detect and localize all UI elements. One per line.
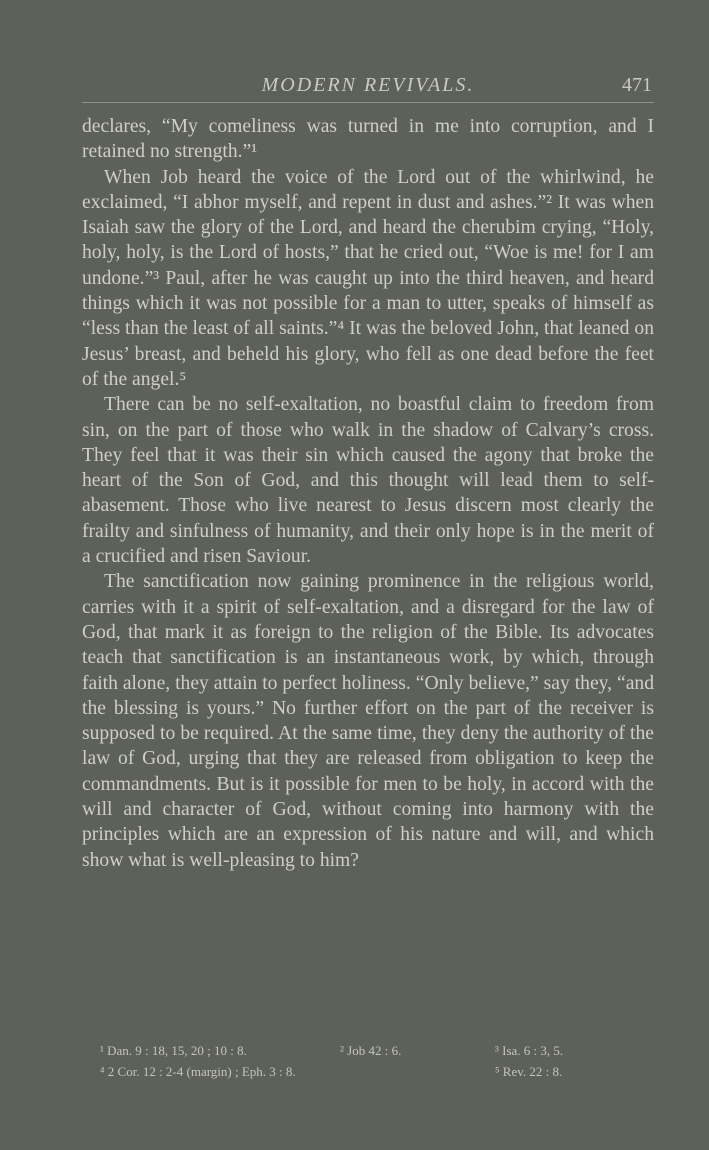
footnote-2: ² Job 42 : 6. [340,1043,402,1058]
page-number: 471 [622,74,652,96]
paragraph-4: The sanctification now gaining prominence in the religious world, carries with it a spirit of self-exaltation, and a disregard for the law of God, that mark it as foreign to the religion of the Bible. Its advocates teach that sanctification is an instantaneous work, by which, through faith alone, they attain to perfect holiness. “Only believe,” say they, “and the blessing is yours.” No further effort on the part of the receiver is supposed to be required. At the same time, they deny the authority of the law of God, urging that they are released from obligation to keep the commandments. But is it possible for men to be holy, in accord with the will and character of God, without coming into harmony with the principles which are an expression of his nature and will, and which show what is well-pleasing to him? [82,571,654,871]
footnote-5: ⁵ Rev. 22 : 8. [495,1064,563,1079]
paragraph-1: declares, “My comeliness was turned in me into corruption, and I retained no strength.”¹ [82,116,654,163]
footnote-4: ⁴ 2 Cor. 12 : 2-4 (margin) ; Eph. 3 : 8. [100,1064,296,1079]
footnote-row [100,1040,620,1061]
footnotes [100,1040,620,1082]
footnote-spacer [340,1061,495,1082]
footnote-row [100,1061,620,1082]
page-header [82,72,654,103]
footnote-3: ³ Isa. 6 : 3, 5. [495,1043,564,1058]
running-head: MODERN REVIVALS. [261,74,475,96]
footnote-1: ¹ Dan. 9 : 18, 15, 20 ; 10 : 8. [100,1043,247,1058]
paragraph-3: There can be no self-exaltation, no boastful claim to freedom from sin, on the part of those who walk in the shadow of Calvary’s cross. They feel that it was their sin which caused the agony that broke the heart of the Son of God, and this thought will lead them to self-abasement. Those who live nearest to Jesus discern most clearly the frailty and sinfulness of humanity, and their only hope is in the merit of a crucified and risen Saviour. [82,394,654,568]
body-text [82,114,654,873]
paragraph-2: When Job heard the voice of the Lord out of the whirlwind, he exclaimed, “I abhor myself, and repent in dust and ashes.”² It was when Isaiah saw the glory of the Lord, and heard the cherubim crying, “Holy, holy, holy, is the Lord of hosts,” that he cried out, “Woe is me! for I am undone.”³ Paul, after he was caught up into the third heaven, and heard things which it was not possible for a man to utter, speaks of himself as “less than the least of all saints.”⁴ It was the beloved John, that leaned on Jesus’ breast, and beheld his glory, who fell as one dead before the feet of the angel.⁵ [82,166,654,390]
